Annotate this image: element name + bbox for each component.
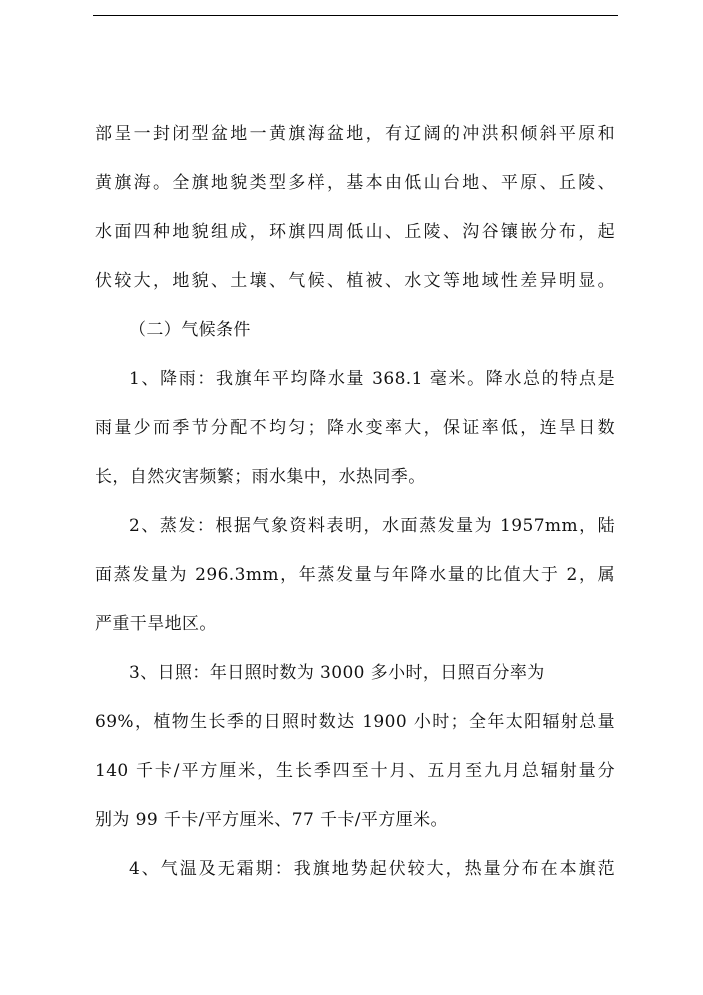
paragraph-rainfall xyxy=(95,355,615,502)
text-line: 伏较大，地貌、土壤、气候、植被、水文等地域性差异明显。 xyxy=(95,271,615,291)
paragraph-evaporation xyxy=(95,502,615,649)
text-line: 面蒸发量为 296.3mm，年蒸发量与年降水量的比值大于 2，属 xyxy=(95,565,615,585)
text-line: 严重干旱地区。 xyxy=(95,614,217,634)
text-line: 4、气温及无霜期：我旗地势起伏较大，热量分布在本旗范 xyxy=(129,859,615,879)
paragraph-temperature xyxy=(95,845,615,894)
text-line: 2、蒸发：根据气象资料表明，水面蒸发量为 1957mm，陆 xyxy=(129,516,615,536)
header-rule xyxy=(93,15,618,16)
text-line: 黄旗海。全旗地貌类型多样，基本由低山台地、平原、丘陵、 xyxy=(95,173,615,193)
document-body xyxy=(95,110,615,894)
text-line: 水面四种地貌组成，环旗四周低山、丘陵、沟谷镶嵌分布，起 xyxy=(95,222,615,242)
text-line: 1、降雨：我旗年平均降水量 368.1 毫米。降水总的特点是 xyxy=(129,369,615,389)
text-line: 140 千卡/平方厘米，生长季四至十月、五月至九月总辐射量分 xyxy=(95,761,615,781)
text-line: 长，自然灾害频繁；雨水集中，水热同季。 xyxy=(95,467,426,487)
section-heading: （二）气候条件 xyxy=(129,320,251,340)
text-line: 3、日照：年日照时数为 3000 多小时，日照百分率为 xyxy=(129,663,545,683)
section-heading-climate xyxy=(95,306,615,355)
text-line: 69%，植物生长季的日照时数达 1900 小时；全年太阳辐射总量 xyxy=(95,712,615,732)
text-line: 雨量少而季节分配不均匀；降水变率大，保证率低，连旱日数 xyxy=(95,418,615,438)
text-line: 别为 99 千卡/平方厘米、77 千卡/平方厘米。 xyxy=(95,810,448,830)
paragraph-sunshine xyxy=(95,649,615,845)
text-line: 部呈一封闭型盆地一黄旗海盆地，有辽阔的冲洪积倾斜平原和 xyxy=(95,124,615,144)
paragraph-landform xyxy=(95,110,615,306)
